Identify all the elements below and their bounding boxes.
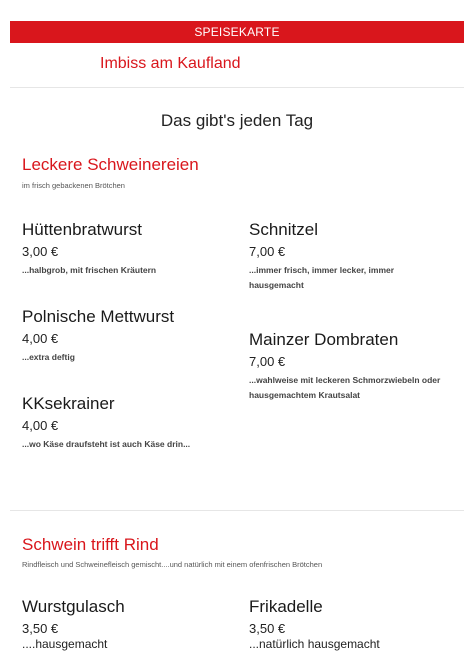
menu-item-frikadelle (249, 597, 449, 651)
divider (10, 87, 464, 88)
section-subtitle: im frisch gebackenen Brötchen (22, 181, 125, 190)
item-description: ...wo Käse draufsteht ist auch Käse drin... (22, 439, 191, 449)
item-description: ...extra deftig (22, 352, 75, 362)
menu-item-huettenbratwurst (22, 220, 222, 278)
menu-header-bar (10, 21, 464, 43)
item-name: Hüttenbratwurst (22, 220, 142, 239)
item-price: 3,00 € (22, 244, 59, 259)
item-name: Mainzer Dombraten (249, 330, 399, 349)
item-price: 3,50 € (22, 621, 59, 636)
item-description: ...wahlweise mit leckeren Schmorzwiebeln oder hausgemachtem Krautsalat (249, 375, 441, 400)
menu-item-schnitzel (249, 220, 449, 293)
item-name: Polnische Mettwurst (22, 307, 175, 326)
section-subtitle: Rindfleisch und Schweinefleisch gemischt....und natürlich mit einem ofenfrischen Brötchen (22, 560, 323, 569)
restaurant-name: Imbiss am Kaufland (100, 55, 241, 72)
divider (10, 510, 464, 511)
section-title-schwein-trifft-rind: Schwein trifft Rind (22, 535, 159, 554)
item-description: ....hausgemacht (22, 637, 108, 651)
item-price: 7,00 € (249, 244, 286, 259)
item-name: Schnitzel (249, 220, 318, 239)
item-name: Wurstgulasch (22, 597, 125, 616)
item-name: Frikadelle (249, 597, 323, 616)
item-price: 7,00 € (249, 354, 286, 369)
item-price: 3,50 € (249, 621, 286, 636)
item-description: ...immer frisch, immer lecker, immer hausgemacht (249, 265, 395, 290)
menu-item-wurstgulasch (22, 597, 222, 651)
item-name: KKsekrainer (22, 394, 115, 413)
item-description: ...natürlich hausgemacht (249, 637, 380, 651)
menu-item-polnische-mettwurst (22, 307, 222, 365)
section-title-leckere-schweinereien: Leckere Schweinereien (22, 155, 199, 174)
item-price: 4,00 € (22, 331, 59, 346)
item-description: ...halbgrob, mit frischen Kräutern (22, 265, 157, 275)
daily-title: Das gibt's jeden Tag (160, 111, 314, 130)
menu-item-kksekrainer (22, 394, 222, 452)
item-price: 4,00 € (22, 418, 59, 433)
menu-item-mainzer-dombraten (249, 330, 449, 403)
menu-title: SPEISEKARTE (194, 25, 280, 39)
